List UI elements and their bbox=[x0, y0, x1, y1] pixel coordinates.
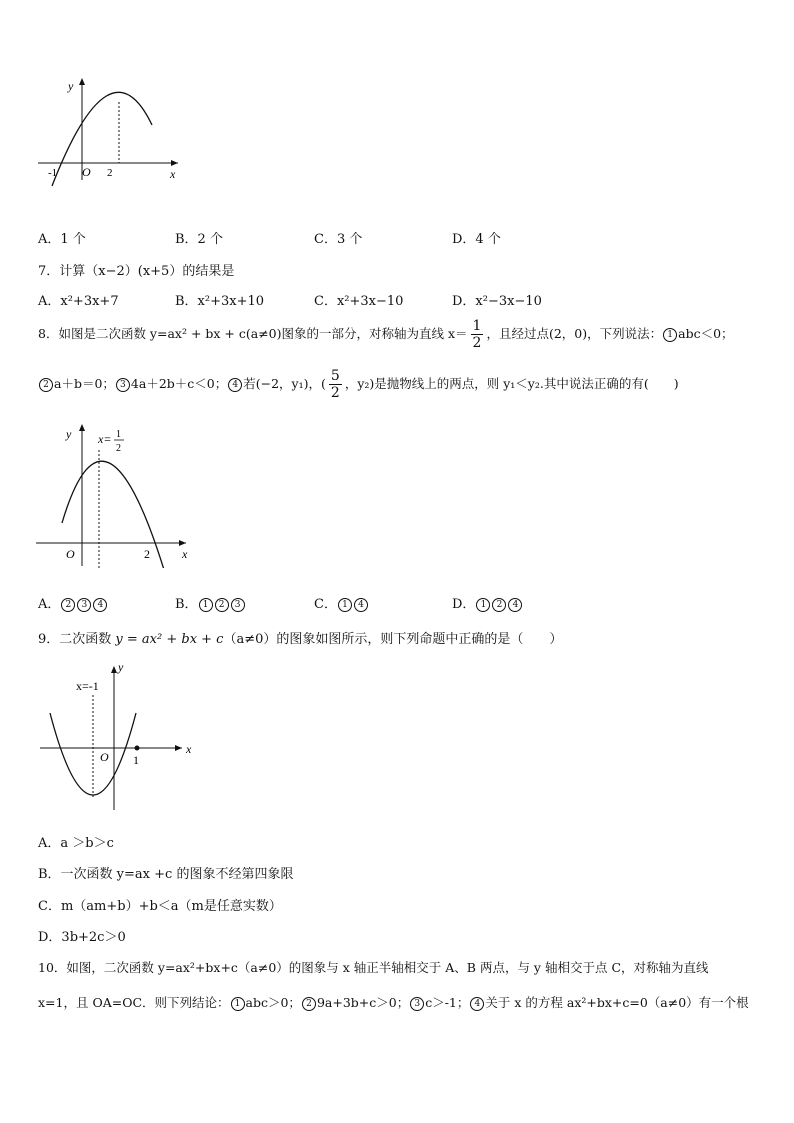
q6-option-b[interactable]: B．2 个 bbox=[175, 232, 223, 247]
x-axis-label: x bbox=[170, 167, 176, 181]
q7-stem: 7．计算（x−2）(x+5）的结果是 bbox=[38, 264, 235, 279]
q7-option-d[interactable]: D．x²−3x−10 bbox=[452, 294, 542, 309]
q6-option-d[interactable]: D．4 个 bbox=[452, 232, 501, 247]
q9-option-d[interactable]: D．3b+2c＞0 bbox=[38, 930, 126, 945]
fraction-five-halves: $\frac{5}{2}$ bbox=[330, 368, 340, 401]
tick-label-neg1: -1 bbox=[48, 167, 58, 179]
y-axis-label: y bbox=[66, 427, 72, 441]
origin-label: O bbox=[66, 547, 75, 561]
q6-option-c[interactable]: C．3 个 bbox=[314, 232, 363, 247]
q8-stem-line2: 2 a＋b＝0； 3 4a＋2b＋c＜0； 4 若(−2，y₁)，( $\frac{5}{2}$ ，y₂)是抛物线上的两点，则 y₁＜y₂.其中说法正确的有( ) bbox=[38, 368, 679, 401]
q8-option-b[interactable]: B． 1 2 3 bbox=[175, 593, 246, 612]
x-axis-label: x bbox=[186, 742, 192, 756]
q6-option-a[interactable]: A．1 个 bbox=[38, 232, 86, 247]
q9-formula: y = ax² + bx + c bbox=[115, 632, 224, 647]
origin-label: O bbox=[100, 750, 109, 764]
origin-label: O bbox=[82, 165, 91, 179]
q9-option-b[interactable]: B．一次函数 y=ax +c 的图象不经第四象限 bbox=[38, 867, 294, 882]
symmetry-axis-label: x=-1 bbox=[76, 679, 99, 693]
q9-stem: 9．二次函数 y = ax² + bx + c（a≠0）的图象如图所示，则下列命题中正确的是（ ） bbox=[38, 632, 563, 647]
q8-stem-line1: 8．如图是二次函数 y=ax² + bx + c(a≠0)图象的一部分，对称轴为直线 x＝ $\frac{1}{2}$ ，且经过点(2，0)，下列说法： 1 abc＜0； bbox=[38, 318, 734, 351]
x-axis-label: x bbox=[182, 547, 188, 561]
q9-option-c[interactable]: C．m（am+b）+b＜a（m是任意实数） bbox=[38, 899, 282, 914]
figure-q9-parabola bbox=[30, 655, 200, 815]
symmetry-axis-num: 1 bbox=[116, 429, 121, 440]
q10-stem-line1: 10．如图，二次函数 y=ax²+bx+c（a≠0）的图象与 x 轴正半轴相交于 A、B 两点，与 y 轴相交于点 C，对称轴为直线 bbox=[38, 960, 709, 975]
tick-label-2: 2 bbox=[107, 167, 113, 179]
q10-stem-line2: x=1，且 OA=OC．则下列结论： 1 abc＞0； 2 9a+3b+c＞0； 3 c＞-1； 4 关于 x 的方程 ax²+bx+c=0（a≠0）有一个根 bbox=[38, 995, 749, 1010]
symmetry-axis-label: x= bbox=[98, 432, 112, 446]
tick-label-1: 1 bbox=[133, 753, 139, 767]
q8-option-c[interactable]: C． 1 4 bbox=[314, 593, 369, 612]
y-axis-label: y bbox=[118, 660, 124, 674]
q7-option-b[interactable]: B．x²+3x+10 bbox=[175, 294, 265, 309]
q9-option-a[interactable]: A．a ＞b＞c bbox=[38, 836, 114, 851]
q7-option-c[interactable]: C．x²+3x−10 bbox=[314, 294, 404, 309]
figure-q8-parabola bbox=[30, 418, 195, 568]
q8-option-a[interactable]: A． 2 3 4 bbox=[38, 593, 108, 612]
q7-option-a[interactable]: A．x²+3x+7 bbox=[38, 294, 119, 309]
symmetry-axis-den: 2 bbox=[116, 443, 121, 454]
q8-option-d[interactable]: D． 1 2 4 bbox=[452, 593, 523, 612]
tick-label-2: 2 bbox=[144, 547, 150, 561]
figure-q6-parabola bbox=[30, 72, 190, 187]
y-axis-label: y bbox=[68, 79, 74, 93]
fraction-one-half: $\frac{1}{2}$ bbox=[472, 318, 482, 351]
